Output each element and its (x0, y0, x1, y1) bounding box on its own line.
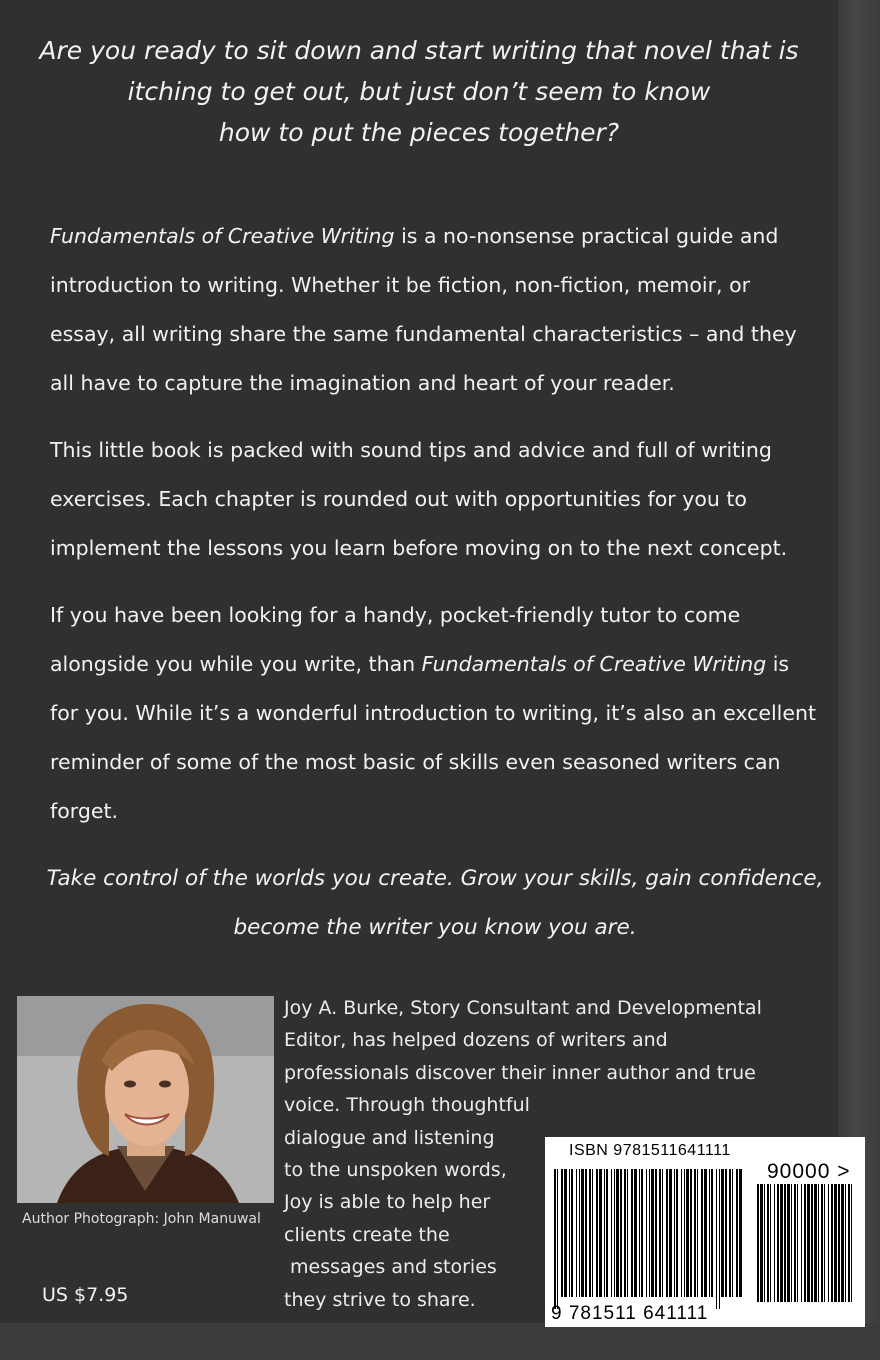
barcode-bar (777, 1184, 779, 1302)
paragraph-3-text-end: is for you. While it’s a wonderful introduction to writing, it’s also an excellent reminder of some of the most basic of skills even seasoned writers can forget. (50, 652, 817, 823)
description-paragraph-1 (50, 212, 820, 408)
barcode-bar (848, 1184, 850, 1302)
barcode-bar (719, 1169, 720, 1309)
isbn-label: ISBN 9781511641111 (569, 1142, 731, 1159)
barcode-bar (596, 1169, 598, 1297)
bio-line: Joy A. Burke, Story Consultant and Developmental (284, 997, 762, 1019)
addon-barcode-bars (757, 1184, 857, 1322)
barcode-bar (818, 1184, 819, 1302)
barcode-bar (631, 1169, 633, 1297)
barcode-bar (686, 1169, 689, 1297)
barcode-bar (614, 1169, 615, 1297)
hook-line-1: Are you ready to sit down and start writing that novel that is (39, 36, 799, 65)
barcode-bar (767, 1184, 769, 1302)
bio-line: professionals discover their inner author and true (284, 1061, 756, 1084)
hook-line-2: itching to get out, but just don’t seem to know (127, 77, 711, 106)
barcode-bar (811, 1184, 813, 1302)
description-paragraph-3 (50, 591, 820, 836)
barcode-bar (666, 1169, 668, 1297)
barcode-bar (579, 1169, 580, 1297)
price-addon-code: 90000 > (767, 1160, 851, 1183)
barcode-bar (585, 1169, 587, 1297)
bio-line: Joy is able to help her (284, 1191, 491, 1214)
barcode-bar (791, 1184, 792, 1302)
paragraph-1-text: is a no-nonsense practical guide and introduction to writing. Whether it be fiction, non-fiction, memoir, or essay, all writing share the same fundamental characteristics – and they all have to capture the imagination and heart of your reader. (50, 224, 797, 395)
barcode-bar (834, 1184, 837, 1302)
barcode-bar (604, 1169, 605, 1297)
bio-line: messages and stories (284, 1256, 497, 1279)
barcode-bar (824, 1184, 825, 1302)
barcode-bar (801, 1184, 802, 1302)
barcode-bar (684, 1169, 685, 1297)
barcode-bar (838, 1184, 840, 1302)
barcode-bar (620, 1169, 622, 1297)
barcode-bar (739, 1169, 742, 1297)
barcode-bar (659, 1169, 661, 1297)
barcode-bar (576, 1169, 577, 1297)
barcode-bar (716, 1169, 717, 1309)
book-title: Fundamentals of Creative Writing (421, 652, 767, 676)
barcode-bar (721, 1169, 724, 1297)
barcode-bar (701, 1169, 703, 1297)
barcode-bar (561, 1169, 563, 1297)
barcode-bar (649, 1169, 650, 1297)
author-photo (17, 996, 274, 1203)
barcode-bar (814, 1184, 817, 1302)
cover-bottom-edge (0, 1323, 880, 1360)
bio-line: voice. Through thoughtful (284, 1094, 530, 1117)
barcode-bar (774, 1184, 775, 1302)
barcode-bar (709, 1169, 710, 1297)
barcode-bar (784, 1184, 786, 1302)
barcode-bar (557, 1169, 558, 1309)
barcode-bar (624, 1169, 626, 1297)
barcode-bar (669, 1169, 672, 1297)
barcode-bar (760, 1184, 763, 1302)
barcode-bar (581, 1169, 584, 1297)
barcode-bar (851, 1184, 852, 1302)
barcode-bar (828, 1184, 829, 1302)
barcode-bar (764, 1184, 765, 1302)
barcode-bar (639, 1169, 640, 1297)
barcode-bar (589, 1169, 591, 1297)
barcode-bar (646, 1169, 647, 1297)
bio-line: dialogue and listening (284, 1126, 495, 1149)
barcode-bar (729, 1169, 731, 1297)
main-barcode-bars (554, 1169, 742, 1309)
barcode-bar (662, 1169, 663, 1297)
barcode-bar (736, 1169, 738, 1297)
isbn-barcode (545, 1137, 865, 1327)
barcode-bar (592, 1169, 593, 1297)
barcode-bar (697, 1169, 698, 1297)
barcode-bar (606, 1169, 608, 1297)
barcode-bar (681, 1169, 682, 1297)
description-paragraph-2: This little book is packed with sound tips and advice and full of writing exercises. Each chapter is rounded out with opportunities for you to implement the lessons you learn before moving on to the next concept. (50, 438, 788, 560)
barcode-bar (674, 1169, 675, 1297)
closing-line-1: Take control of the worlds you create. Grow your skills, gain confidence, (46, 866, 824, 891)
barcode-bar (725, 1169, 727, 1297)
barcode-bar (807, 1184, 810, 1302)
photo-credit: Author Photograph: John Manuwal (22, 1211, 261, 1227)
barcode-bar (627, 1169, 628, 1297)
barcode-digits: 9 781511 641111 (551, 1303, 709, 1324)
barcode-bar (694, 1169, 696, 1297)
barcode-bar (554, 1169, 556, 1309)
closing-tagline (20, 854, 850, 952)
barcode-bar (845, 1184, 846, 1302)
barcode-bar (821, 1184, 823, 1302)
barcode-bar (770, 1184, 771, 1302)
hook-question (20, 30, 818, 153)
barcode-bar (831, 1184, 833, 1302)
closing-line-2: become the writer you know you are. (233, 915, 637, 940)
barcode-bar (564, 1169, 567, 1297)
bio-line: to the unspoken words, (284, 1159, 507, 1182)
barcode-bar (797, 1184, 798, 1302)
bio-line: Editor, has helped dozens of writers and (284, 1029, 668, 1052)
bio-line: they strive to share. (284, 1288, 476, 1311)
barcode-bar (616, 1169, 619, 1297)
barcode-bar (641, 1169, 643, 1297)
barcode-bar (655, 1169, 657, 1297)
hook-line-3: how to put the pieces together? (218, 118, 620, 147)
barcode-bar (651, 1169, 654, 1297)
book-title: Fundamentals of Creative Writing (50, 224, 395, 248)
barcode-bar (611, 1169, 612, 1297)
barcode-bar (704, 1169, 707, 1297)
price-label: US $7.95 (42, 1284, 129, 1306)
barcode-bar (841, 1184, 844, 1302)
barcode-bar (571, 1169, 573, 1297)
barcode-bar (599, 1169, 602, 1297)
barcode-bar (794, 1184, 796, 1302)
barcode-bar (676, 1169, 678, 1297)
barcode-bar (757, 1184, 759, 1302)
barcode-bar (787, 1184, 790, 1302)
barcode-bar (804, 1184, 806, 1302)
barcode-bar (634, 1169, 637, 1297)
barcode-bar (732, 1169, 733, 1297)
barcode-bar (711, 1169, 713, 1297)
barcode-bar (690, 1169, 692, 1297)
bio-line: clients create the (284, 1223, 450, 1246)
barcode-bar (569, 1169, 570, 1297)
paragraph-3-text-start: If you have been looking for a handy, pocket-friendly tutor to come alongside you while you write, than (50, 603, 741, 676)
barcode-bar (780, 1184, 783, 1302)
